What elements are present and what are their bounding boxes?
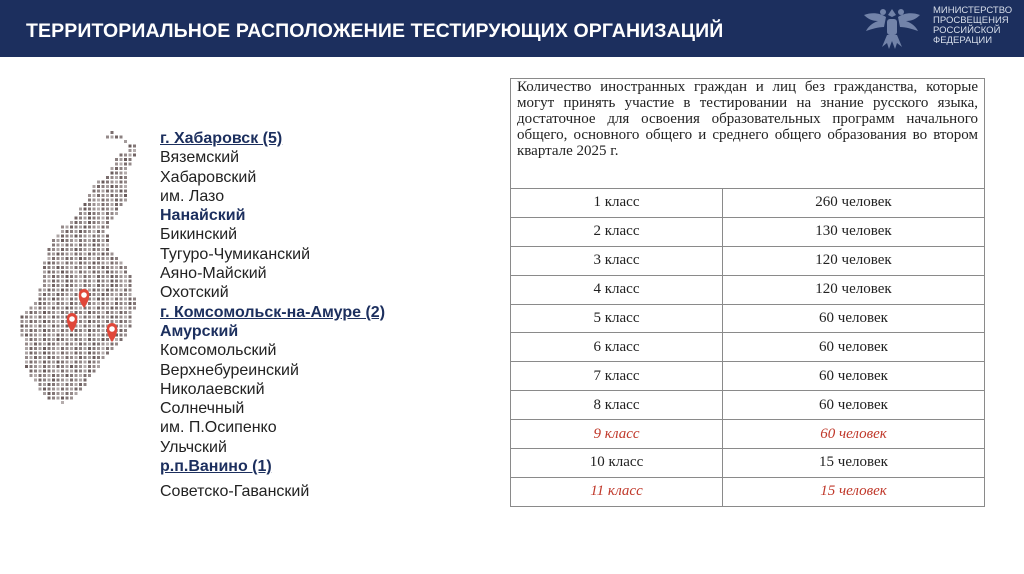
district-item: Бикинский <box>160 226 238 244</box>
district-item: Нанайский <box>160 207 246 225</box>
city-heading: г. Комсомольск-на-Амуре (2) <box>160 303 386 321</box>
count-cell: 60 человек <box>723 420 985 449</box>
map-pin-icon <box>79 289 90 308</box>
district-item: Аяно-Майский <box>160 265 267 283</box>
ministry-line: ФЕДЕРАЦИИ <box>933 35 993 46</box>
count-cell: 60 человек <box>723 333 985 362</box>
header-bar <box>0 0 1024 57</box>
table-heading-row <box>511 79 985 189</box>
map-dots <box>21 131 137 404</box>
count-cell: 60 человек <box>723 362 985 391</box>
map-pin-dot <box>81 292 87 298</box>
map-pin-dot <box>109 326 115 332</box>
grades-table <box>510 78 985 507</box>
grade-cell: 11 класс <box>511 477 723 506</box>
district-item: Ульчский <box>160 438 227 456</box>
grade-cell: 1 класс <box>511 189 723 218</box>
table-heading: Количество иностранных граждан и лиц без гражданства, которые могут принять участие в тестировании на знание русского языка, достаточное для освоения образовательных программ начального общего, основного общего и среднего общего образования во втором квартале 2025 г. <box>511 79 985 189</box>
count-cell: 120 человек <box>723 246 985 275</box>
khabarovsk-region-map <box>14 120 154 405</box>
district-item: им. Лазо <box>160 187 225 205</box>
table-row <box>511 449 985 478</box>
district-item: Тугуро-Чумиканский <box>160 245 311 263</box>
grade-cell: 9 класс <box>511 420 723 449</box>
organization-places-list <box>160 129 500 502</box>
table-row <box>511 304 985 333</box>
grade-cell: 6 класс <box>511 333 723 362</box>
count-cell: 130 человек <box>723 217 985 246</box>
table-row <box>511 477 985 506</box>
page-title: ТЕРРИТОРИАЛЬНОЕ РАСПОЛОЖЕНИЕ ТЕСТИРУЮЩИХ ОРГАНИЗАЦИЙ <box>26 20 724 42</box>
count-cell: 15 человек <box>723 449 985 478</box>
table-row <box>511 275 985 304</box>
district-item: Солнечный <box>160 400 245 418</box>
district-item: Советско-Гаванский <box>160 483 310 501</box>
district-item: Николаевский <box>160 380 265 398</box>
count-cell: 15 человек <box>723 477 985 506</box>
table-row <box>511 217 985 246</box>
table-row <box>511 246 985 275</box>
count-cell: 120 человек <box>723 275 985 304</box>
grade-cell: 3 класс <box>511 246 723 275</box>
ministry-line: МИНИСТЕРСТВО <box>933 5 1013 16</box>
district-item: им. П.Осипенко <box>160 419 277 437</box>
district-item: Верхнебуреинский <box>160 361 299 379</box>
grade-cell: 2 класс <box>511 217 723 246</box>
district-item: Охотский <box>160 284 229 302</box>
table-row <box>511 391 985 420</box>
district-item: Хабаровский <box>160 168 257 186</box>
count-cell: 60 человек <box>723 391 985 420</box>
table-row <box>511 189 985 218</box>
district-item: Комсомольский <box>160 342 277 360</box>
count-cell: 60 человек <box>723 304 985 333</box>
grade-cell: 8 класс <box>511 391 723 420</box>
count-cell: 260 человек <box>723 189 985 218</box>
grade-cell: 7 класс <box>511 362 723 391</box>
grade-cell: 10 класс <box>511 449 723 478</box>
ministry-line: РОССИЙСКОЙ <box>933 25 1001 36</box>
grade-cell: 5 класс <box>511 304 723 333</box>
city-heading: г. Хабаровск (5) <box>160 130 283 147</box>
table-row <box>511 420 985 449</box>
ministry-line: ПРОСВЕЩЕНИЯ <box>933 15 1009 26</box>
map-pin-dot <box>69 316 75 322</box>
table-row <box>511 333 985 362</box>
district-item: Вяземский <box>160 149 240 167</box>
ministry-logo-text <box>933 6 1017 46</box>
double-headed-eagle-emblem-icon <box>856 3 928 53</box>
city-heading: р.п.Ванино (1) <box>160 458 272 476</box>
grade-cell: 4 класс <box>511 275 723 304</box>
table-row <box>511 362 985 391</box>
district-item: Амурский <box>160 322 239 340</box>
